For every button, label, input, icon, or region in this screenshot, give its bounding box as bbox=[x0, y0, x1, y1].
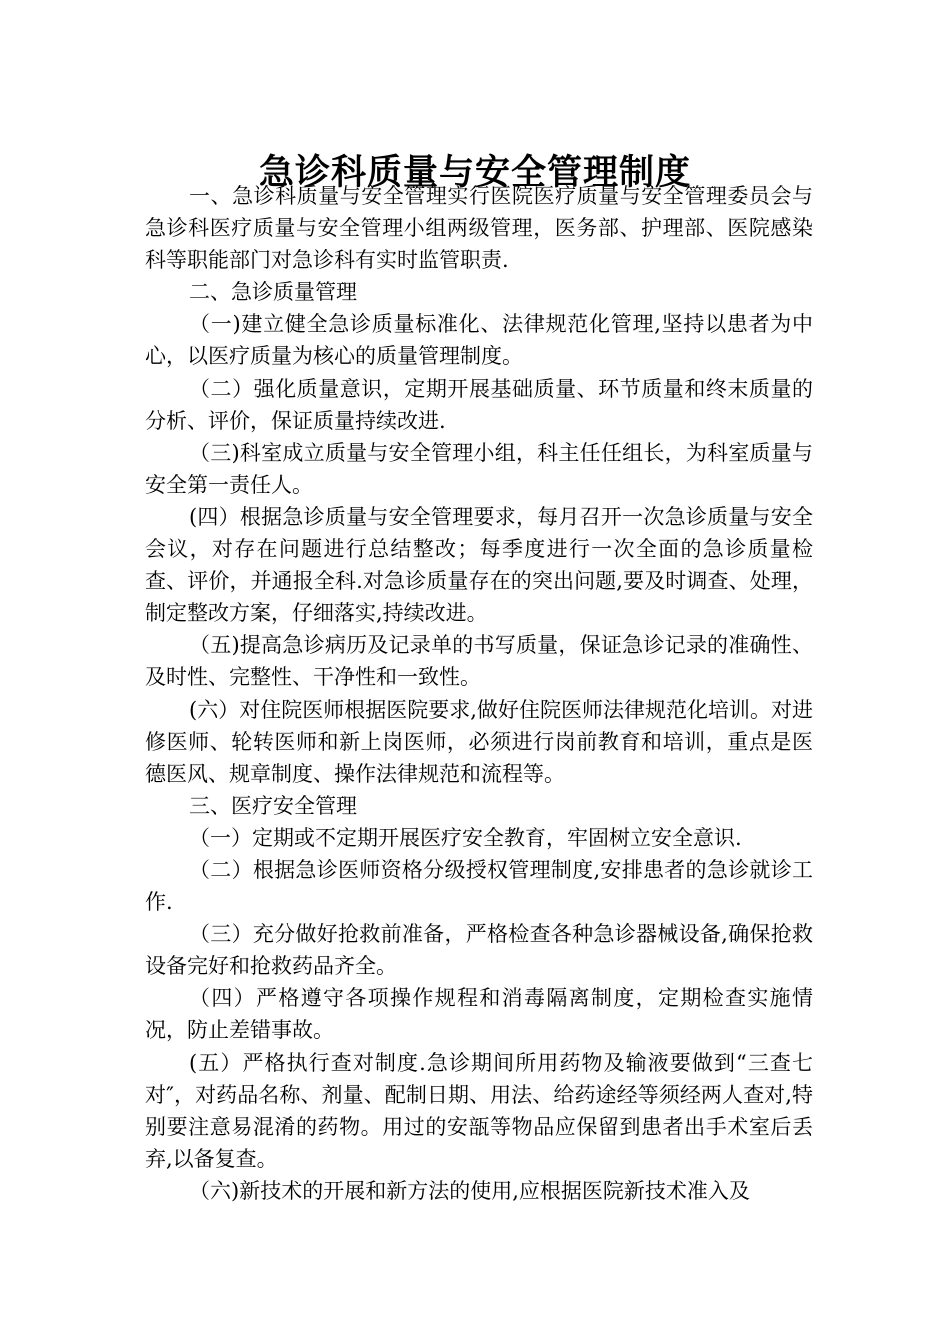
section-heading-3: 三、医疗安全管理 bbox=[189, 793, 357, 818]
section-heading-2: 二、急诊质量管理 bbox=[189, 280, 357, 305]
paragraph-3-5: (五）严格执行查对制度.急诊期间所用药物及输液要做到“三查七对″，对药品名称、剂量、配制日期、用法、给药途经等须经两人查对,特别要注意易混淆的药物。用过的安瓿等物品应保留到患者出手术室后丢弃,以备复查。 bbox=[145, 1050, 813, 1171]
document-title: 急诊科质量与安全管理制度 bbox=[258, 153, 691, 194]
paragraph-2-5: （五)提高急诊病历及记录单的书写质量，保证急诊记录的准确性、及时性、完整性、干净性和一致性。 bbox=[145, 633, 813, 690]
paragraph-2-2: （二）强化质量意识，定期开展基础质量、环节质量和终末质量的分析、评价，保证质量持续改进. bbox=[145, 376, 813, 433]
paragraph-3-2: （二）根据急诊医师资格分级授权管理制度,安排患者的急诊就诊工作. bbox=[145, 857, 813, 915]
paragraph-2-3: （三)科室成立质量与安全管理小组，科主任任组长，为科室质量与安全第一责任人。 bbox=[145, 440, 813, 497]
paragraph-3-1: （一）定期或不定期开展医疗安全教育，牢固树立安全意识. bbox=[189, 825, 742, 850]
paragraph-3-6: （六)新技术的开展和新方法的使用,应根据医院新技术准入及 bbox=[189, 1178, 750, 1203]
paragraph-3-4: （四）严格遵守各项操作规程和消毒隔离制度，定期检查实施情况，防止差错事故。 bbox=[145, 986, 813, 1043]
paragraph-2-6: (六）对住院医师根据医院要求,做好住院医师法律规范化培训。对进修医师、轮转医师和新上岗医师，必须进行岗前教育和培训，重点是医德医风、规章制度、操作法律规范和流程等。 bbox=[145, 697, 813, 786]
paragraph-2-1: （一)建立健全急诊质量标准化、法律规范化管理,坚持以患者为中心，以医疗质量为核心的质量管理制度。 bbox=[145, 312, 813, 369]
paragraph-2-4: (四）根据急诊质量与安全管理要求，每月召开一次急诊质量与安全会议，对存在问题进行总结整改；每季度进行一次全面的急诊质量检查、评价，并通报全科.对急诊质量存在的突出问题,要及时调查、处理，制定整改方案，仔细落实,持续改进。 bbox=[145, 504, 813, 626]
document-body bbox=[145, 180, 813, 1207]
paragraph-3-3: （三）充分做好抢救前准备，严格检查各种急诊器械设备,确保抢救设备完好和抢救药品齐全。 bbox=[145, 922, 813, 979]
paragraph-1: 一、急诊科质量与安全管理实行医院医疗质量与安全管理委员会与急诊科医疗质量与安全管理小组两级管理，医务部、护理部、医院感染科等职能部门对急诊科有实时监管职责. bbox=[145, 184, 813, 273]
